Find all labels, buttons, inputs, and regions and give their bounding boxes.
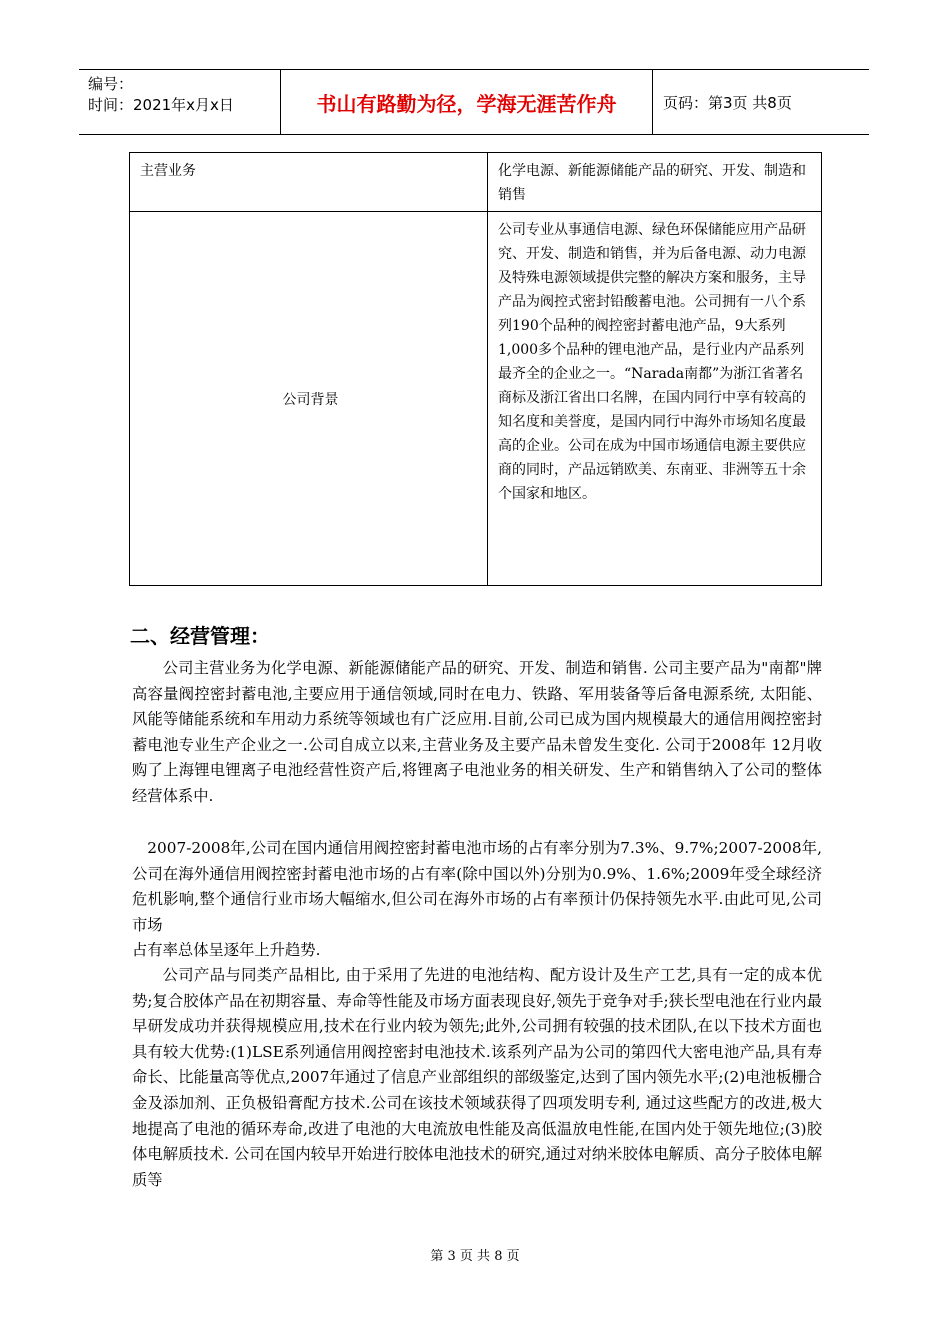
table-cell-key: 主营业务 — [130, 153, 488, 212]
header-meta — [79, 70, 281, 134]
header-page-info: 页码：第3页 共8页 — [663, 93, 792, 112]
table-cell-key: 公司背景 — [130, 212, 488, 586]
doc-number-label: 编号： — [88, 75, 134, 93]
table-cell-value: 化学电源、新能源储能产品的研究、开发、制造和销售 — [488, 153, 822, 212]
paragraph: 公司主营业务为化学电源、新能源储能产品的研究、开发、制造和销售. 公司主要产品为"南都"牌高容量阀控密封蓄电池,主要应用于通信领域,同时在电力、铁路、军用装备等后备电源系统, 太阳能、风能等储能系统和车用动力系统等领域也有广泛应用.目前,公司已成为国内规模最大的通信用阀控密封蓄电池专业生产企业之一.公司自成立以来,主营业务及主要产品未曾发生变化. 公司于2008年 12月收购了上海锂电锂离子电池经营性资产后,将锂离子电池业务的相关研发、生产和销售纳入了公司的整体经营体系中. — [132, 659, 822, 805]
paragraph: 公司产品与同类产品相比, 由于采用了先进的电池结构、配方设计及生产工艺,具有一定的成本优势;复合胶体产品在初期容量、寿命等性能及市场方面表现良好,领先于竞争对手;狭长型电池在行业内最早研发成功并获得规模应用,技术在行业内较为领先;此外,公司拥有较强的技术团队,在以下技术方面也具有较大优势:(1)LSE系列通信用阀控密封电池技术.该系列产品为公司的第四代大密电池产品,具有寿命长、比能量高等优点,2007年通过了信息产业部组织的部级鉴定,达到了国内领先水平;(2)电池板栅合金及添加剂、正负极铅膏配方技术.公司在该技术领域获得了四项发明专利, 通过这些配方的改进,极大地提高了电池的循环寿命,改进了电池的大电流放电性能及高低温放电性能,在国内处于领先地位;(3)胶体电解质技术. 公司在国内较早开始进行胶体电池技术的研究,通过对纳米胶体电解质、高分子胶体电解质等 — [132, 966, 822, 1189]
table-row — [130, 153, 822, 212]
table-cell-value: 公司专业从事通信电源、绿色环保储能应用产品研究、开发、制造和销售，并为后备电源、动力电源及特殊电源领域提供完整的解决方案和服务，主导产品为阀控式密封铅酸蓄电池。公司拥有一八个系列190个品种的阀控密封蓄电池产品，9大系列1,000多个品种的锂电池产品，是行业内产品系列最齐全的企业之一。“Narada南都”为浙江省著名商标及浙江省出口名牌，在国内同行中享有较高的知名度和美誉度，是国内同行中海外市场知名度最高的企业。公司在成为中国市场通信电源主要供应商的同时，产品远销欧美、东南亚、非洲等五十余个国家和地区。 — [488, 212, 822, 586]
table-row — [130, 212, 822, 586]
company-info-table — [129, 152, 822, 586]
paragraph: 占有率总体呈逐年上升趋势. — [132, 941, 321, 959]
page-footer: 第 3 页 共 8 页 — [430, 1249, 520, 1264]
paragraph: 2007-2008年,公司在国内通信用阀控密封蓄电池市场的占有率分别为7.3%、9.7%;2007-2008年,公司在海外通信用阀控密封蓄电池市场的占有率(除中国以外)分别为0.9%、1.6%;2009年受全球经济危机影响,整个通信行业市场大幅缩水,但公司在海外市场的占有率预计仍保持领先水平.由此可见,公司市场 — [132, 839, 822, 934]
section-heading: 二、经营管理： — [130, 624, 270, 648]
page-header — [79, 69, 869, 135]
header-motto: 书山有路勤为径，学海无涯苦作舟 — [281, 70, 653, 134]
doc-date-label: 时间：2021年x月x日 — [88, 96, 234, 114]
